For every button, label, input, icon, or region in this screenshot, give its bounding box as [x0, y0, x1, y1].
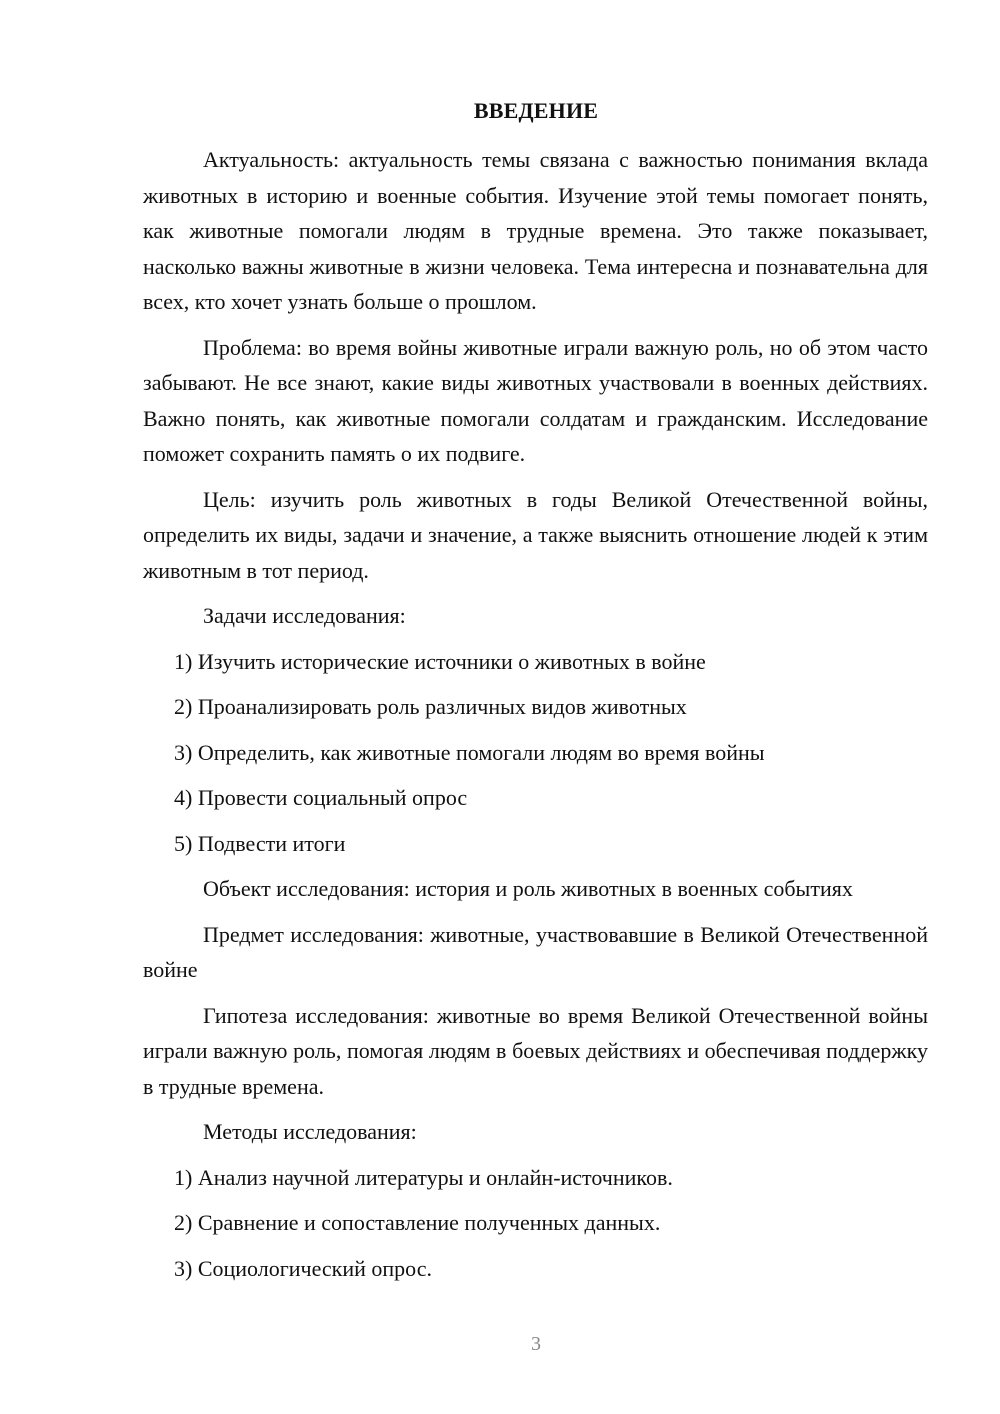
- methods-heading: Методы исследования:: [203, 1119, 417, 1144]
- tasks-heading: Задачи исследования:: [203, 603, 406, 628]
- task-item: 3) Определить, как животные помогали людям во время войны: [174, 739, 765, 765]
- goal-paragraph: Цель: изучить роль животных в годы Великой Отечественной войны, определить их виды, задачи и значение, а также выяснить отношение людей к этим животным в тот период.: [143, 486, 928, 583]
- task-item: 5) Подвести итоги: [174, 830, 346, 856]
- method-item: 1) Анализ научной литературы и онлайн-источников.: [174, 1164, 673, 1190]
- problem-paragraph: Проблема: во время войны животные играли важную роль, но об этом часто забывают. Не все знают, какие виды животных участвовали в военных действиях. Важно понять, как животные помогали солдатам и гражданским. Исследование поможет сохранить память о их подвиге.: [143, 334, 928, 466]
- hypothesis-paragraph: Гипотеза исследования: животные во время Великой Отечественной войны играли важную роль, помогая людям в боевых действиях и обеспечивая поддержку в трудные времена.: [143, 1002, 928, 1099]
- object-paragraph: Объект исследования: история и роль животных в военных событиях: [203, 876, 853, 901]
- method-item: 2) Сравнение и сопоставление полученных данных.: [174, 1210, 661, 1235]
- document-body: [143, 142, 928, 1286]
- relevance-paragraph: Актуальность: актуальность темы связана с важностью понимания вклада животных в историю и военные события. Изучение этой темы помогает понять, как животные помогали людям в трудные времена. Это также показывает, насколько важны животные в жизни человека. Тема интересна и познавательна для всех, кто хочет узнать больше о прошлом.: [143, 147, 928, 314]
- task-item: 4) Провести социальный опрос: [174, 785, 468, 810]
- task-item: 1) Изучить исторические источники о животных в войне: [174, 648, 706, 674]
- task-item: 2) Проанализировать роль различных видов животных: [174, 694, 687, 719]
- page-title: ВВЕДЕНИЕ: [473, 98, 599, 123]
- method-item: 3) Социологический опрос.: [174, 1255, 432, 1281]
- page-number: 3: [531, 1333, 541, 1355]
- subject-paragraph: Предмет исследования: животные, участвовавшие в Великой Отечественной войне: [143, 921, 928, 982]
